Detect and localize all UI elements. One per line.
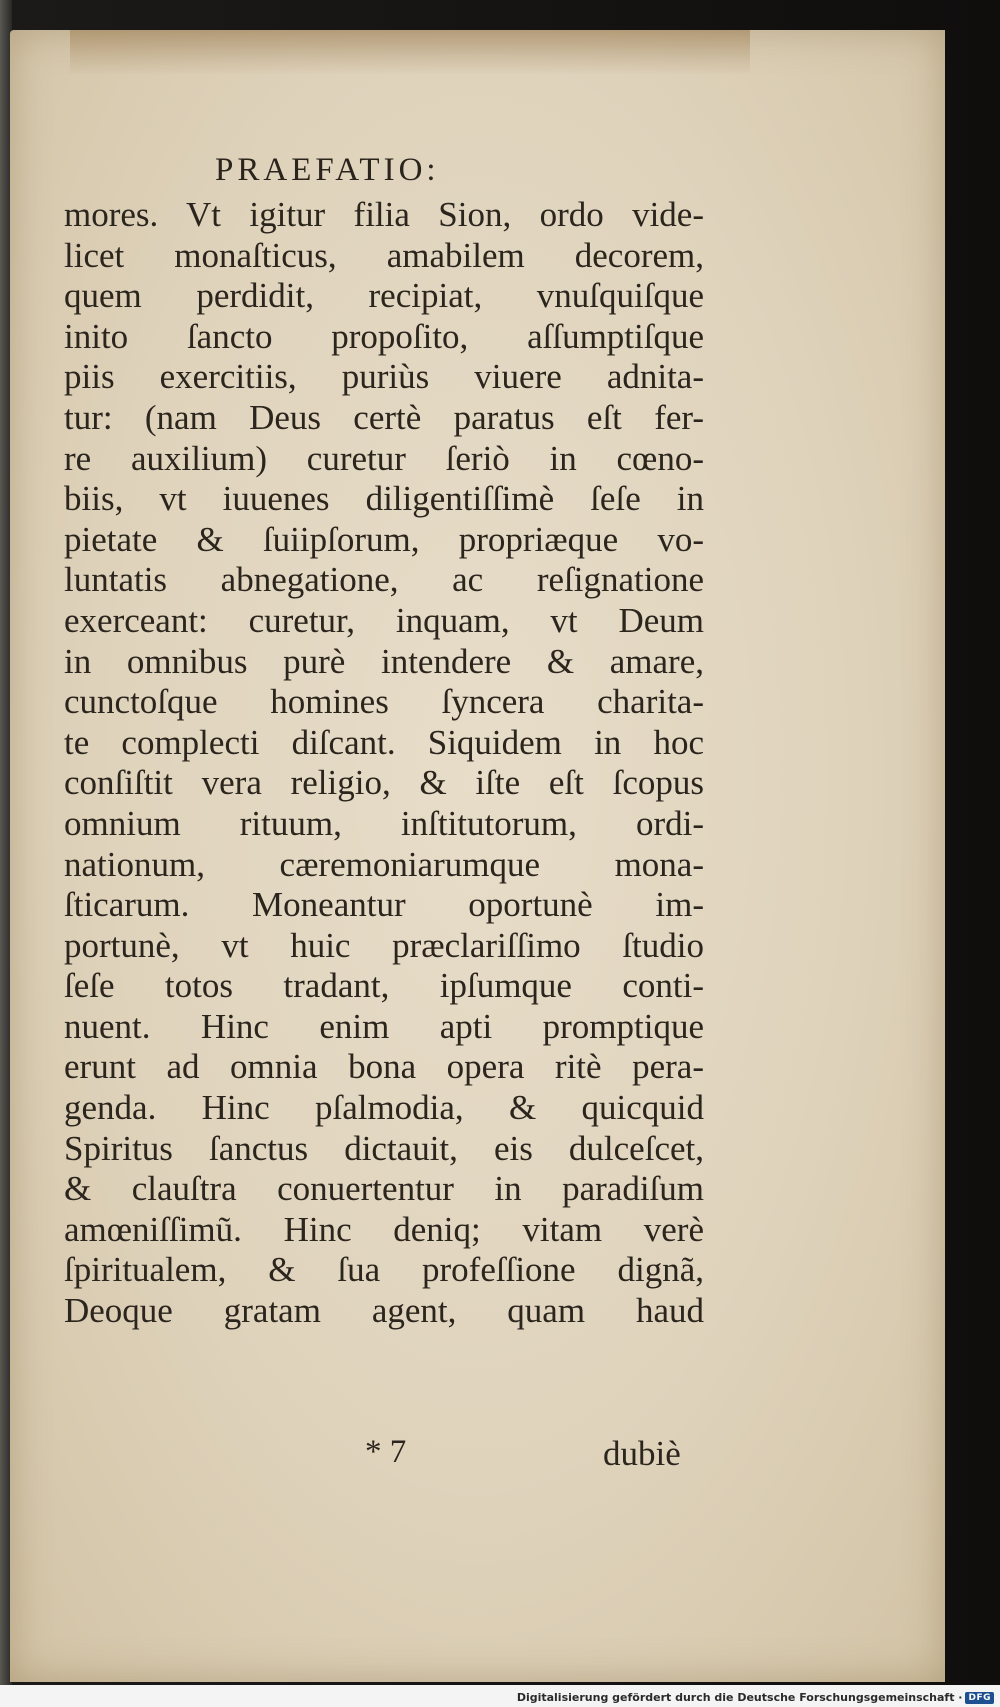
body-text bbox=[64, 195, 704, 1332]
text-line: quem perdidit, recipiat, vnuſquiſque bbox=[64, 276, 704, 316]
text-line: portunè, vt huic præclariſſimo ſtudio bbox=[64, 925, 704, 965]
text-line: luntatis abnegatione, ac reſignatione bbox=[64, 560, 704, 600]
text-line: amœniſſimũ. Hinc deniq; vitam verè bbox=[64, 1209, 704, 1249]
text-line: Spiritus ſanctus dictauit, eis dulceſcet, bbox=[64, 1128, 704, 1168]
text-line: ſticarum. Moneantur oportunè im- bbox=[64, 885, 704, 925]
text-line: & clauſtra conuertentur in paradiſum bbox=[64, 1169, 704, 1209]
text-line: te complecti diſcant. Siquidem in hoc bbox=[64, 722, 704, 762]
text-line: inito ſancto propoſito, aſſumptiſque bbox=[64, 316, 704, 356]
text-line: ſeſe totos tradant, ipſumque conti- bbox=[64, 966, 704, 1006]
text-line: nuent. Hinc enim apti promptique bbox=[64, 1006, 704, 1046]
text-line: licet monaſticus, amabilem decorem, bbox=[64, 235, 704, 275]
catchword: dubiè bbox=[603, 1434, 681, 1473]
text-line: genda. Hinc pſalmodia, & quicquid bbox=[64, 1088, 704, 1128]
text-line: exerceant: curetur, inquam, vt Deum bbox=[64, 600, 704, 640]
footer-credit bbox=[517, 1691, 994, 1704]
text-line: in omnibus purè intendere & amare, bbox=[64, 641, 704, 681]
text-line: re auxilium) curetur ſeriò in cœno- bbox=[64, 438, 704, 478]
text-line: tur: (nam Deus certè paratus eſt fer- bbox=[64, 397, 704, 437]
text-line: pietate & ſuiipſorum, propriæque vo- bbox=[64, 519, 704, 559]
text-line: erunt ad omnia bona opera ritè pera- bbox=[64, 1047, 704, 1087]
footer-credit-text: Digitalisierung gefördert durch die Deutsche Forschungsgemeinschaft · bbox=[516, 1691, 963, 1704]
text-line: cunctoſque homines ſyncera charita- bbox=[64, 682, 704, 722]
signature-mark: * 7 bbox=[365, 1434, 407, 1470]
dfg-logo-icon: DFG bbox=[965, 1692, 994, 1704]
text-line: mores. Vt igitur filia Sion, ordo vide- bbox=[64, 195, 704, 234]
running-head: PRAEFATIO: bbox=[215, 152, 440, 188]
text-line: omnium rituum, inſtitutorum, ordi- bbox=[64, 803, 704, 843]
text-line: ſpiritualem, & ſua profeſſione dignã, bbox=[64, 1250, 704, 1290]
text-line: Deoque gratam agent, quam haud bbox=[64, 1291, 704, 1331]
text-line: nationum, cæremoniarumque mona- bbox=[64, 844, 704, 884]
text-line: piis exercitiis, puriùs viuere adnita- bbox=[64, 357, 704, 397]
text-line: biis, vt iuuenes diligentiſſimè ſeſe in bbox=[64, 479, 704, 519]
page-stain bbox=[70, 30, 750, 75]
text-line: conſiſtit vera religio, & iſte eſt ſcopus bbox=[64, 763, 704, 803]
footer-bar bbox=[0, 1685, 1000, 1707]
